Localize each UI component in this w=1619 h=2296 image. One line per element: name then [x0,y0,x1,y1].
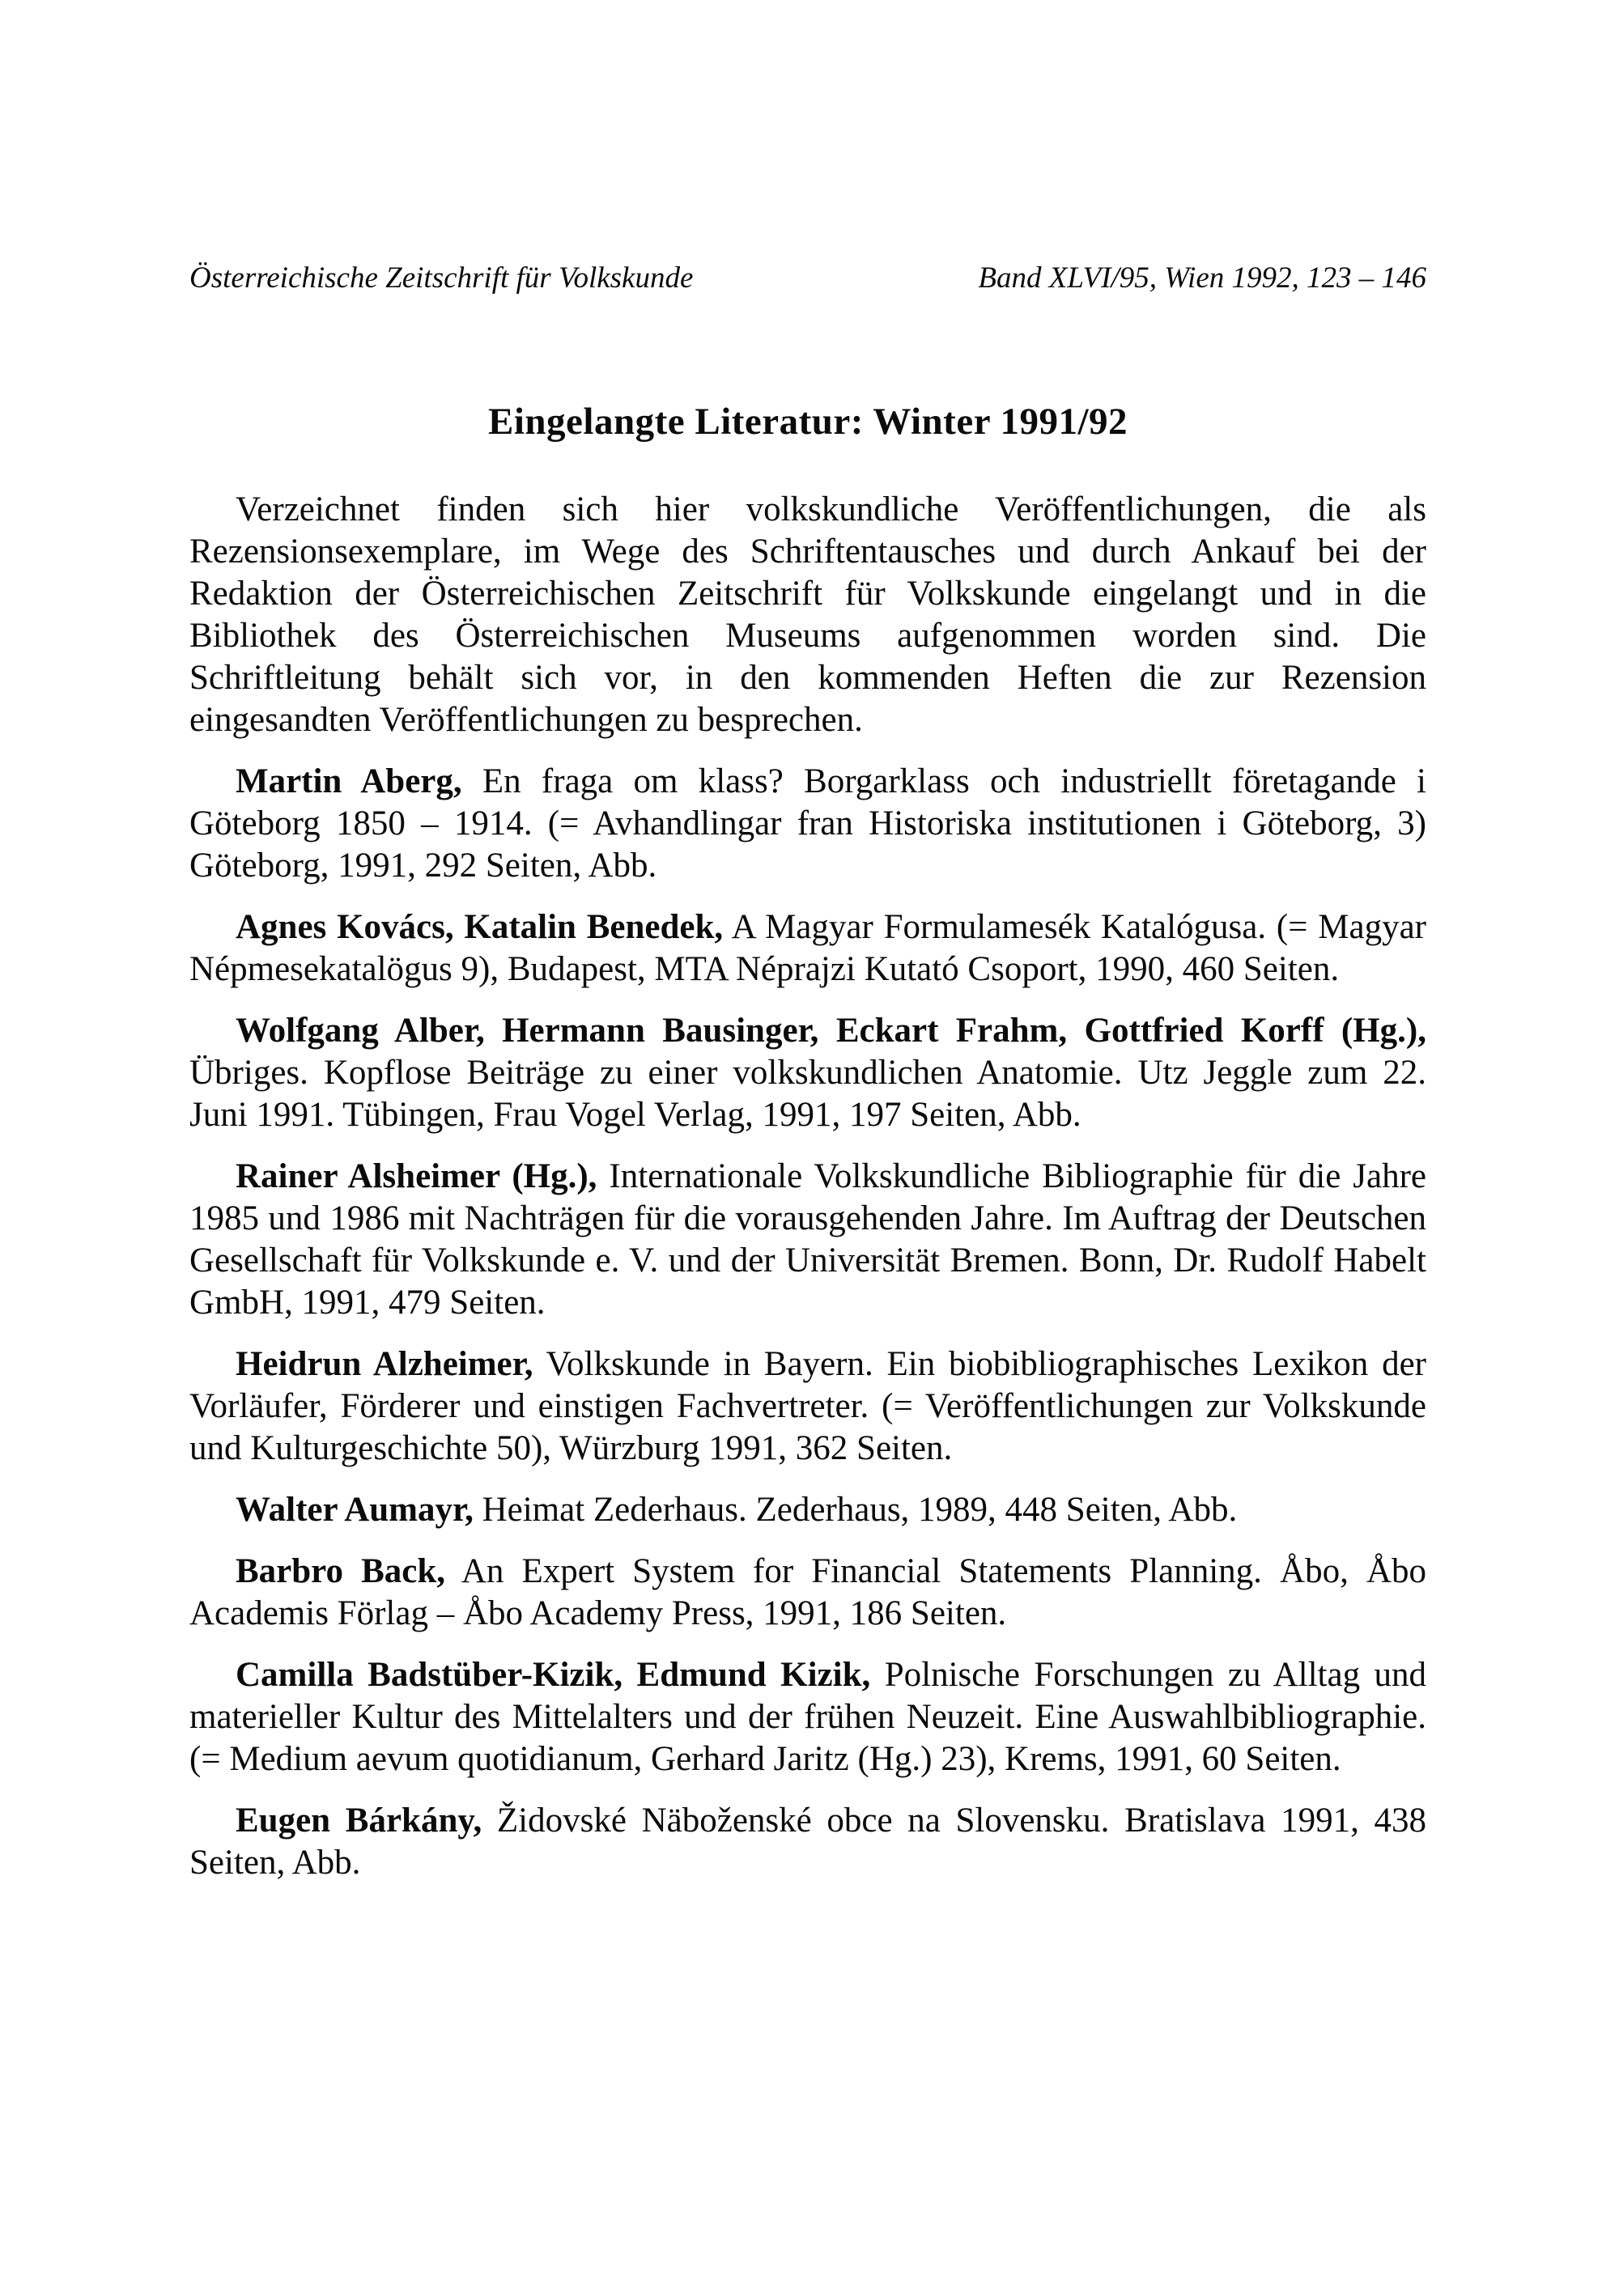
issue-info: Band XLVI/95, Wien 1992, 123 – 146 [978,261,1426,295]
entry-authors: Heidrun Alzheimer, [236,1345,533,1383]
entry-details: En fraga om klass? Borgarklass och industriellt företagande i Göteborg 1850 – 1914. (= Avhandlingar fran Historiska institutionen i Göteborg, 3) Göteborg, 1991, 292 Seiten, Abb. [189,762,1427,885]
entry-details: Übriges. Kopflose Beiträge zu einer volkskundlichen Anatomie. Utz Jeggle zum 22. Juni 1991. Tübingen, Frau Vogel Verlag, 1991, 197 Seiten, Abb. [189,1054,1426,1134]
entry-authors: Eugen Bárkány, [236,1802,482,1840]
entry-details: Polnische Forschungen zu Alltag und materieller Kultur des Mittelalters und der frühen Neuzeit. Eine Auswahlbibliographie. (= Medium aevum quotidianum, Gerhard Jaritz (Hg.) 23), Krems, 1991, 60 Seiten. [189,1656,1427,1778]
entry-authors: Walter Aumayr, [236,1491,474,1529]
bibliography-entry [189,1551,1426,1635]
bibliography-entry [189,1010,1426,1136]
bibliography-entry [189,1800,1426,1884]
entry-authors: Camilla Badstüber-Kizik, Edmund Kizik, [236,1656,871,1694]
bibliography-entry [189,1489,1426,1531]
intro-paragraph: Verzeichnet finden sich hier volkskundliche Veröffentlichungen, die als Rezensionsexemplare, im Wege des Schriftentausches und durch Ankauf bei der Redaktion der Österreichischen Zeitschrift für Volkskunde eingelangt und in die Bibliothek des Österreichischen Museums aufgenommen worden sind. Die Schriftleitung behält sich vor, in den kommenden Heften die zur Rezension eingesandten Veröffentlichungen zu besprechen. [189,490,1426,739]
journal-title: Österreichische Zeitschrift für Volkskunde [189,261,694,295]
page-title: Eingelangte Literatur: Winter 1991/92 [487,401,1128,443]
entry-details: Volkskunde in Bayern. Ein biobibliographisches Lexikon der Vorläufer, Förderer und einstigen Fachvertreter. (= Veröffentlichungen zur Volkskunde und Kulturgeschichte 50), Würzburg 1991, 362 Seiten. [189,1345,1426,1467]
bibliography-entry [189,1156,1426,1324]
entry-authors: Wolfgang Alber, Hermann Bausinger, Eckart Frahm, Gottfried Korff (Hg.), [236,1012,1426,1050]
entry-authors: Martin Aberg, [236,762,462,800]
entry-details: Heimat Zederhaus. Zederhaus, 1989, 448 Seiten, Abb. [482,1491,1238,1529]
bibliography-entry [189,906,1426,991]
entry-details: Internationale Volkskundliche Bibliographie für die Jahre 1985 und 1986 mit Nachträgen für die vorausgehenden Jahre. Im Auftrag der Deutschen Gesellschaft für Volkskunde e. V. und der Universität Bremen. Bonn, Dr. Rudolf Habelt GmbH, 1991, 479 Seiten. [189,1157,1427,1322]
entry-details: An Expert System for Financial Statements Planning. Åbo, Åbo Academis Förlag – Åbo Academy Press, 1991, 186 Seiten. [189,1552,1427,1632]
bibliography-entry [189,1343,1426,1470]
entry-authors: Rainer Alsheimer (Hg.), [236,1157,597,1195]
bibliography-entry [189,1654,1426,1780]
entry-authors: Barbro Back, [236,1552,446,1590]
entry-authors: Agnes Kovács, Katalin Benedek, [236,908,724,946]
bibliography-section [189,489,1426,1884]
entry-details: A Magyar Formulamesék Katalógusa. (= Magyar Népmesekatalögus 9), Budapest, MTA Néprajzi Kutató Csoport, 1990, 460 Seiten. [189,908,1427,988]
entry-details: Židovské Näboženské obce na Slovensku. Bratislava 1991, 438 Seiten, Abb. [189,1802,1426,1882]
running-head [189,261,1426,296]
bibliography-entry [189,761,1426,887]
